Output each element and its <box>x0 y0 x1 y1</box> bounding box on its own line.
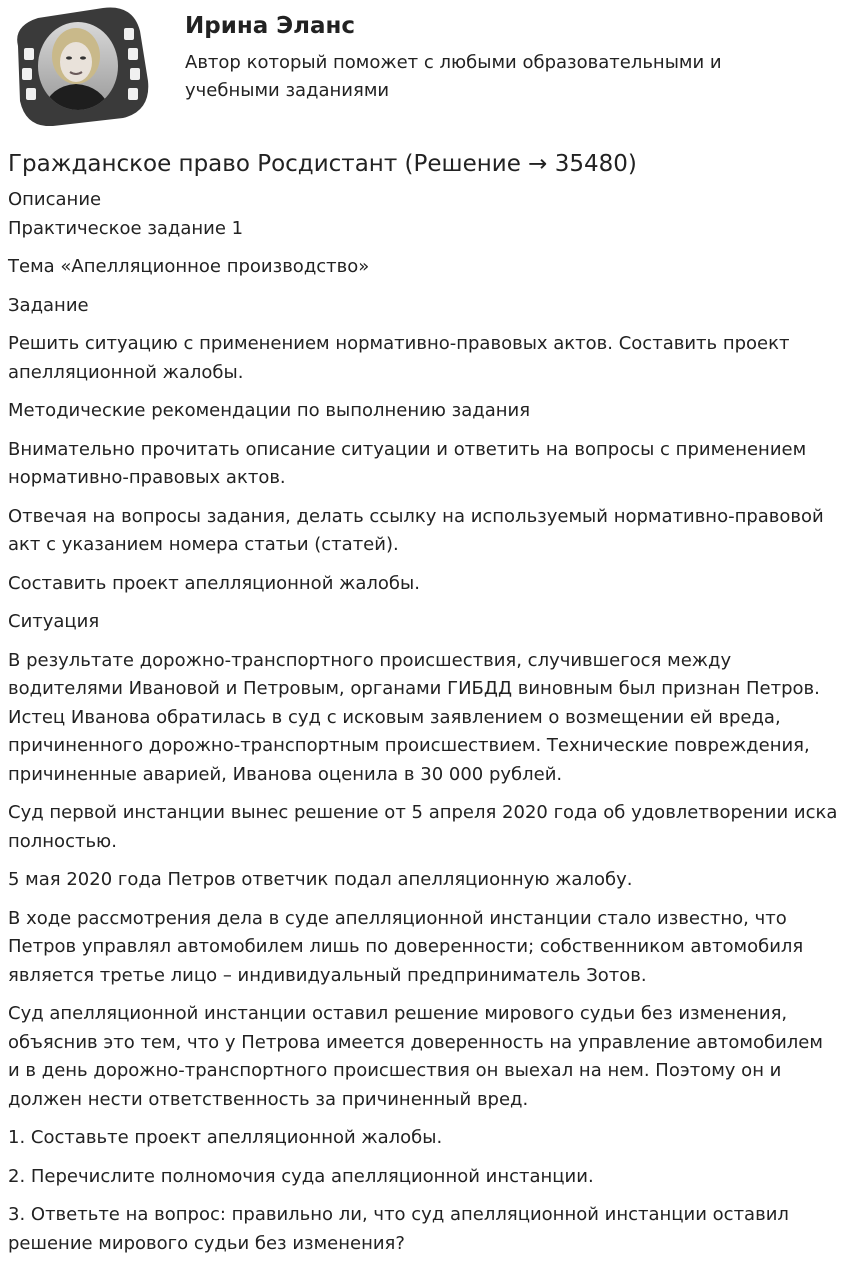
paragraph: Суд апелляционной инстанции оставил решение мирового судьи без изменения, объяснив это тем, что у Петрова имеется доверенность на управление автомобилем и в день дорожно-транспортного происшествия он выехал на нем. Поэтому он и должен нести ответственность за причиненный вред. <box>8 1003 823 1110</box>
paragraph: Ситуация <box>8 611 100 632</box>
paragraph: Отвечая на вопросы задания, делать ссылку на используемый нормативно-правовой акт с указанием номера статьи (статей). <box>8 505 824 555</box>
author-avatar <box>8 6 151 126</box>
paragraph: Тема «Апелляционное производство» <box>8 256 370 277</box>
author-header <box>0 0 847 140</box>
paragraph: Решить ситуацию с применением нормативно-правовых актов. Составить проект апелляционной жалобы. <box>8 333 790 383</box>
paragraph: Задание <box>8 294 89 316</box>
question-item: 1. Составьте проект апелляционной жалобы. <box>8 1127 443 1148</box>
paragraph: В ходе рассмотрения дела в суде апелляционной инстанции стало известно, что Петров управлял автомобилем лишь по доверенности; собственником автомобиля является третье лицо – индивидуальный предприниматель Зотов. <box>8 907 804 986</box>
author-description: Автор который поможет с любыми образовательными и учебными заданиями <box>185 52 722 101</box>
author-name: Ирина Эланс <box>185 13 356 39</box>
description-label: Описание <box>8 189 102 210</box>
avatar-film-frame-icon <box>8 6 151 126</box>
paragraph: Практическое задание 1 <box>8 217 244 239</box>
question-item: 3. Ответьте на вопрос: правильно ли, что суд апелляционной инстанции оставил решение мирового судьи без изменения? <box>8 1204 789 1254</box>
paragraph: Составить проект апелляционной жалобы. <box>8 572 420 594</box>
paragraph: В результате дорожно-транспортного происшествия, случившегося между водителями Ивановой и Петровым, органами ГИБДД виновным был признан Петров. Истец Иванова обратилась в суд с исковым заявлением о возмещении ей вреда, причиненного дорожно-транспортным происшествием. Технические повреждения, причиненные аварией, Иванова оценила в 30 000 рублей. <box>8 649 820 785</box>
paragraph: Внимательно прочитать описание ситуации и ответить на вопросы с применением нормативно-правовых актов. <box>8 438 807 488</box>
paragraph: Суд первой инстанции вынес решение от 5 апреля 2020 года об удовлетворении иска полностью. <box>8 802 838 852</box>
document-title: Гражданское право Росдистант (Решение → 35480) <box>8 151 637 177</box>
question-item: 2. Перечислите полномочия суда апелляционной инстанции. <box>8 1165 594 1187</box>
document-content <box>8 147 840 1268</box>
paragraph: 5 мая 2020 года Петров ответчик подал апелляционную жалобу. <box>8 869 633 890</box>
paragraph: Методические рекомендации по выполнению задания <box>8 400 531 421</box>
